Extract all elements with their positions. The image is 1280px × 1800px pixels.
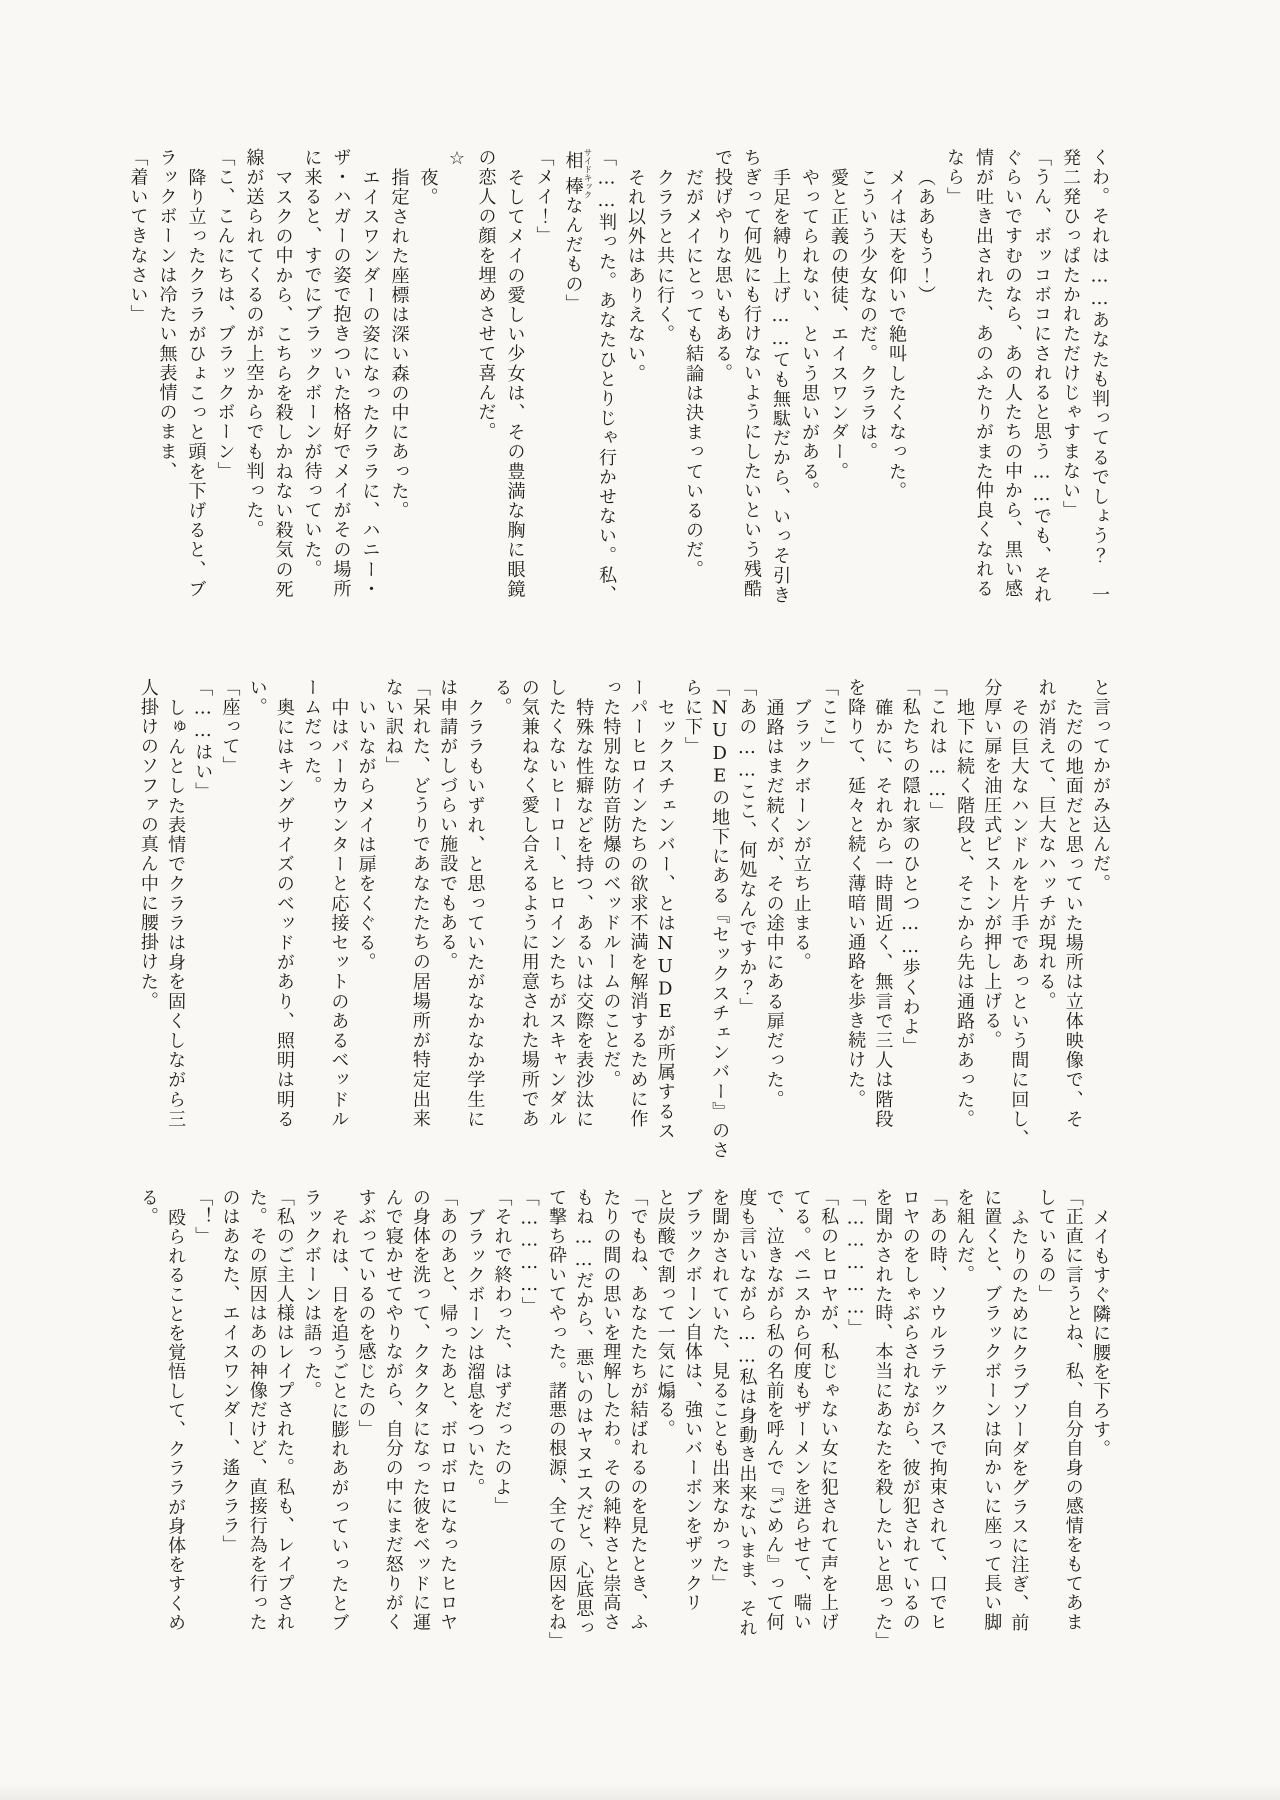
text-column: メイは天を仰いで絶叫したくなった。: [886, 168, 907, 502]
text-column: しゅんとした表情でクララは身を固くしながら三: [165, 698, 187, 1130]
text-column: たりの間の思いを理解したわ。その純粋さと崇高さ: [600, 1188, 622, 1632]
text-column: 夜。: [417, 168, 439, 208]
text-column: 「正直に言うとね、私、自分自身の感情をもてあま: [1062, 1188, 1084, 1632]
text-column: を降りて、延々と続く薄暗い通路を歩き続けた。: [845, 678, 867, 1110]
text-column: んで寝かせてやりながら、自分の中にまだ怒りがく: [382, 1188, 404, 1632]
text-column: 「私のご主人様はレイプされた。私も、レイプされ: [273, 1188, 295, 1632]
text-column: したくないヒーロー、ヒロインたちがスキャンダル: [545, 678, 567, 1129]
text-column: 「……はい」: [192, 678, 214, 802]
text-column: る。: [137, 1188, 159, 1227]
text-column: を組んだ。: [953, 1188, 975, 1285]
text-column: 「……………」: [845, 1188, 867, 1339]
text-column: 特殊な性癖などを持つ、あるいは交際を表沙汰に: [573, 698, 595, 1130]
text-column: を聞かされていた、見ることも出来なかった」: [709, 1188, 731, 1594]
text-column: で、泣きながら私の名前を呼んで『ごめん』って何: [763, 1188, 785, 1632]
text-column: クララと共に行く。: [654, 168, 675, 345]
text-column: 「あの……ここ、何処なんですか？」: [736, 678, 758, 1018]
text-column: 「それで終わった、はずだったのよ」: [491, 1188, 513, 1517]
text-column: 「呆れた、どうりであなたたちの居場所が特定出来: [409, 678, 431, 1129]
text-column: ロヤのをしゃぶらされながら、彼が犯されているの: [899, 1188, 921, 1632]
text-column: 地下に続く階段と、そこから先は通路があった。: [953, 698, 975, 1130]
text-column: なら」: [944, 148, 965, 207]
text-column: ラックボーンは冷たい無表情のまま、: [156, 148, 178, 482]
text-column: 「ここ」: [817, 678, 839, 757]
text-column: に来ると、すでにブラックボーンが待っていた。: [301, 148, 323, 580]
text-column: らに下」: [681, 678, 703, 757]
text-column: ラックボーンは語った。: [301, 1188, 323, 1401]
text-column: る。: [491, 678, 513, 718]
text-column: ふたりのためにクラブソーダをグラスに注ぎ、前: [1008, 1208, 1030, 1633]
text-column: ーパーヒロインたちの欲求不満を解消するために作: [627, 678, 649, 1129]
text-column: に置くと、ブラックボーンは向かいに座って長い脚: [981, 1188, 1003, 1632]
text-column: 線が送られてくるのが上空からでも判った。: [243, 148, 265, 540]
text-column: 「着いてきなさい」: [127, 148, 149, 325]
text-column: マスクの中から、こちらを殺しかねない殺気の死: [272, 168, 294, 600]
text-column: 情が吐き出された、あのふたりがまた仲良くなれる: [973, 148, 994, 599]
text-column: それ以外はありえない。: [625, 168, 646, 384]
text-column: と炭酸で割って一気に煽る。: [654, 1188, 676, 1439]
text-column: て撃ち砕いてやった。諸悪の根源、全ての原因をね」: [545, 1188, 567, 1652]
text-column: を聞かされた時、本当にあなたを殺したいと思った」: [872, 1188, 894, 1652]
text-column: エイスワンダーの姿になったクララに、ハニー・: [359, 168, 381, 600]
text-column: 通路はまだ続くが、その途中にある扉だった。: [763, 698, 785, 1110]
text-band-middle: [135, 678, 1114, 1161]
text-column: 降り立ったクララがひょこっと頭を下げると、ブ: [185, 168, 207, 600]
text-column: 「！」: [192, 1188, 214, 1246]
text-column: 奥にはキングサイズのベッドがあり、照明は明る: [273, 698, 295, 1130]
text-column: 「…………」: [518, 1188, 540, 1316]
text-column: くわ。それは……あなたも判ってるでしょう？ 一: [1089, 148, 1110, 605]
text-column: メイもすぐ隣に腰を下ろす。: [1090, 1208, 1111, 1459]
text-column: のはあなた、エイスワンダー、遙クララ」: [219, 1188, 241, 1555]
text-column: の気兼ねなく愛し合えるように用意された場所であ: [518, 678, 540, 1129]
text-column: 「これは……」: [926, 678, 948, 822]
text-column: 「座って」: [219, 678, 241, 776]
text-column: 「……判った。あなたひとりじゃ行かせない。私、: [596, 148, 617, 605]
text-column: の恋人の顔を埋めさせて喜んだ。: [475, 148, 497, 442]
text-column: た。その原因はあの神像だけど、直接行為を行った: [246, 1188, 268, 1632]
text-column: 「私のヒロヤが、私じゃない女に犯されて声を上げ: [817, 1188, 839, 1632]
text-column: 分厚い扉を油圧式ピストンが押し上げる。: [981, 678, 1003, 1051]
text-column: と言ってかがみ込んだ。: [1090, 678, 1111, 894]
text-column: クララもいずれ、と思っていたがなかなか学生に: [464, 698, 486, 1130]
text-column: ブラックボーンは溜息をついた。: [464, 1208, 486, 1498]
text-column: ブラックボーンが立ち止まる。: [790, 698, 812, 973]
text-column: てる。ペニスから何度もザーメンを迸らせて、喘い: [790, 1188, 812, 1632]
text-column: った特別な防音防爆のベッドルームのことだ。: [600, 678, 622, 1090]
text-band-bottom: [135, 1188, 1114, 1652]
text-column: その巨大なハンドルを片手であっという間に回し、: [1008, 698, 1030, 1149]
text-column: こういう少女なのだ。クララは。: [857, 168, 878, 462]
text-column: 「こ、こんにちは、ブラックボーン」: [214, 148, 236, 482]
text-column: すぶっているのを感じたの」: [355, 1188, 377, 1439]
furigana-annotated-word: 相棒サイドキック: [562, 148, 592, 199]
text-column: （ああもう！）: [915, 168, 936, 306]
text-column: 殴られることを覚悟して、クララが身体をすくめ: [165, 1208, 187, 1633]
text-column: それは、日を追うごとに膨れあがっていったとブ: [328, 1208, 350, 1633]
text-column: い。: [246, 678, 268, 718]
text-column: ぐらいですむのなら、あの人たちの中から、黒い感: [1002, 148, 1023, 599]
text-column: 「NUDEの地下にある『セックスチェンバー』のさ: [709, 678, 731, 1161]
text-column: いいながらメイは扉をくぐる。: [355, 698, 377, 973]
text-column: ただの地面だと思っていた場所は立体映像で、そ: [1062, 698, 1084, 1130]
text-column: れが消えて、巨大なハッチが現れる。: [1035, 678, 1057, 1012]
text-column: セックスチェンバー、とはNUDEが所属するス: [654, 698, 676, 1142]
text-column: 度も言いながら……私は身動き出来ないまま、それ: [736, 1188, 758, 1638]
text-column: の身体を洗って、クタクタになった彼をベッドに運: [409, 1188, 431, 1632]
text-column: ームだった。: [301, 678, 323, 796]
text-column: そしてメイの愛しい少女は、その豊満な胸に眼鏡: [504, 168, 526, 600]
text-column: ザ・ハガーの姿で抱きついた格好でメイがその場所: [330, 148, 352, 599]
text-column: 「私たちの隠れ家のひとつ……歩くわよ」: [899, 678, 921, 1057]
text-column: 確かに、それから一時間近く、無言で三人は階段: [872, 698, 894, 1130]
text-column: しているの」: [1035, 1188, 1057, 1304]
text-column: は申請がしづらい施設でもある。: [437, 678, 459, 972]
text-column: 中はバーカウンターと応接セットのあるベッドル: [328, 698, 350, 1130]
text-column: ない訳ね」: [382, 678, 404, 776]
text-column: 相棒サイドキックなんだもの」: [562, 148, 592, 314]
text-column: ブラックボーン自体は、強いバーボンをザックリ: [681, 1188, 703, 1613]
text-column: 人掛けのソファの真ん中に腰掛けた。: [137, 678, 159, 1012]
text-column: 「でもね、あなたたちが結ばれるのを見たとき、ふ: [627, 1188, 649, 1632]
text-column: やってられない、という思いがある。: [799, 168, 820, 502]
text-column: ちぎって何処にも行けないようにしたいという残酷: [741, 148, 762, 599]
text-column: 「うん、ボッコボコにされると思う……でも、それ: [1031, 148, 1052, 605]
text-column: 「メイ！」: [533, 148, 555, 246]
text-column: 指定された座標は深い森の中にあった。: [388, 168, 410, 521]
text-band-top: [124, 148, 1115, 606]
text-column: 愛と正義の使徒、エイスワンダー。: [828, 168, 849, 482]
text-column: で投げやりな思いもある。: [712, 148, 733, 384]
text-column: 「あのあと、帰ったあと、ボロボロになったヒロヤ: [437, 1188, 459, 1632]
text-column: 「あの時、ソウルラテックスで拘束されて、口でヒ: [926, 1188, 948, 1632]
text-column: だがメイにとっても結論は決まっているのだ。: [683, 168, 704, 580]
text-column: ☆: [446, 148, 468, 171]
text-column: 手足を縛り上げ……ても無駄だから、いっそ引き: [770, 168, 791, 606]
text-column: 発二発ひっぱたかれただけじゃすまない」: [1060, 148, 1081, 521]
text-column: もね……だから、悪いのはヤヌエスだと、心底思っ: [573, 1188, 595, 1638]
